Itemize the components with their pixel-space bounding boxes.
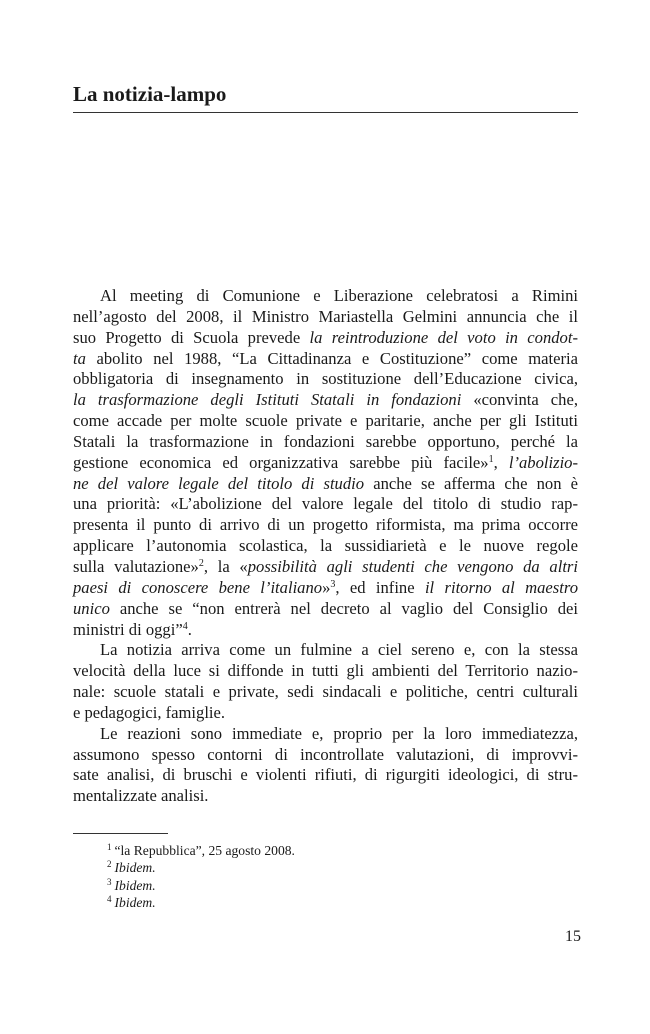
text-run: assumono spesso contorni di incontrollate valutazioni, di improvvi-	[73, 744, 578, 764]
text-line	[73, 786, 578, 807]
page-number: 15	[565, 928, 581, 945]
text-line	[73, 432, 578, 453]
text-line	[73, 349, 578, 370]
text-line	[73, 578, 578, 599]
text-run: , ed infine	[335, 577, 425, 597]
text-run: obbligatoria di insegnamento in sostituzione dell’Educazione civica,	[73, 369, 578, 389]
text-run: una priorità: «L’abolizione del valore legale del titolo di studio rap-	[73, 494, 578, 514]
text-line	[73, 474, 578, 495]
text-run: abolito nel 1988, “La Cittadinanza e Costituzione” come materia	[85, 348, 578, 368]
text-line	[73, 536, 578, 557]
footnote	[107, 859, 295, 876]
footnotes	[107, 842, 295, 912]
text-run: nell’agosto del 2008, il Ministro Mariastella Gelmini annuncia che il	[73, 306, 578, 326]
footnote-number: 4	[107, 894, 112, 905]
text-run: Statali la trasformazione in fondazioni sarebbe opportuno, perché la	[73, 431, 578, 451]
text-run: gestione economica ed organizzativa sarebbe più facile»	[73, 452, 489, 472]
text-run: La notizia arriva come un fulmine a ciel sereno e, con la stessa	[100, 640, 578, 660]
text-run: sate analisi, di bruschi e violenti rifiuti, di rigurgiti ideologici, di stru-	[73, 765, 578, 785]
footnote-divider	[73, 833, 168, 834]
text-run: velocità della luce si diffonde in tutti gli ambienti del Territorio nazio-	[73, 661, 578, 681]
text-line	[73, 369, 578, 390]
footnote-reference: 4	[182, 620, 188, 632]
text-run: suo Progetto di Scuola prevede	[73, 327, 310, 347]
text-line	[73, 703, 578, 724]
text-run: e pedagogici, famiglie.	[73, 702, 226, 722]
text-line	[73, 724, 578, 745]
text-run: .	[187, 619, 192, 639]
italic-text-run: ne del valore legale del titolo di studio	[73, 473, 365, 493]
text-run: applicare l’autonomia scolastica, la sussidiarietà e le nuove regole	[73, 536, 578, 556]
text-run: , la «	[203, 556, 248, 576]
footnote-text: Ibidem.	[114, 895, 156, 911]
footnote-reference: 2	[198, 557, 204, 569]
title-divider	[73, 112, 578, 113]
text-line	[73, 411, 578, 432]
text-line	[73, 682, 578, 703]
text-line	[73, 453, 578, 474]
text-run: Al meeting di Comunione e Liberazione celebratosi a Rimini	[100, 286, 578, 305]
italic-text-run: la reintroduzione del voto in condot-	[309, 327, 578, 347]
footnote-reference: 1	[488, 453, 494, 465]
footnote-number: 3	[107, 876, 112, 887]
italic-text-run: la trasformazione degli Istituti Statali in fondazioni	[73, 390, 462, 410]
text-line	[73, 328, 578, 349]
text-line	[73, 515, 578, 536]
text-line	[73, 494, 578, 515]
text-run: Le reazioni sono immediate e, proprio per la loro immediatezza,	[100, 723, 578, 743]
footnote	[107, 877, 295, 894]
text-run: anche se “non entrerà nel decreto al vaglio del Consiglio dei	[109, 598, 578, 618]
text-run: ,	[493, 452, 509, 472]
footnote	[107, 894, 295, 911]
text-line	[73, 286, 578, 307]
italic-text-run: unico	[73, 598, 110, 618]
text-run: sulla valutazione»	[73, 556, 199, 576]
text-line	[73, 390, 578, 411]
text-run: presenta il punto di arrivo di un progetto riformista, ma prima occorre	[73, 515, 578, 535]
footnote-text: Ibidem.	[114, 860, 156, 876]
footnote-number: 2	[107, 859, 112, 870]
footnote-text: Ibidem.	[114, 877, 156, 893]
body-text	[73, 286, 578, 807]
italic-text-run: paesi di conoscere bene l’italiano	[73, 577, 323, 597]
text-run: «convinta che,	[461, 390, 578, 410]
italic-text-run: ta	[73, 348, 86, 368]
text-line	[73, 307, 578, 328]
text-line	[73, 765, 578, 786]
text-line	[73, 745, 578, 766]
footnote-number: 1	[107, 842, 112, 852]
text-run: ministri di oggi”	[73, 619, 183, 639]
italic-text-run: il ritorno al maestro	[424, 577, 578, 597]
text-line	[73, 599, 578, 620]
text-run: mentalizzate analisi.	[73, 786, 209, 806]
footnote-reference: 3	[330, 578, 336, 590]
text-run: come accade per molte scuole private e paritarie, anche per gli Istituti	[73, 411, 578, 431]
text-line	[73, 640, 578, 661]
footnote-text: “la Repubblica”, 25 agosto 2008.	[114, 843, 295, 858]
text-line	[73, 557, 578, 578]
text-line	[73, 661, 578, 682]
italic-text-run: l’abolizio-	[508, 452, 578, 472]
text-line	[73, 620, 578, 641]
text-run: nale: scuole statali e private, sedi sindacali e politiche, centri culturali	[73, 682, 578, 702]
text-run: anche se afferma che non è	[364, 473, 579, 493]
chapter-title: La notizia-lampo	[73, 82, 227, 106]
italic-text-run: possibilità agli studenti che vengono da altri	[247, 556, 579, 576]
text-run: »	[322, 577, 331, 597]
footnote	[107, 842, 295, 859]
